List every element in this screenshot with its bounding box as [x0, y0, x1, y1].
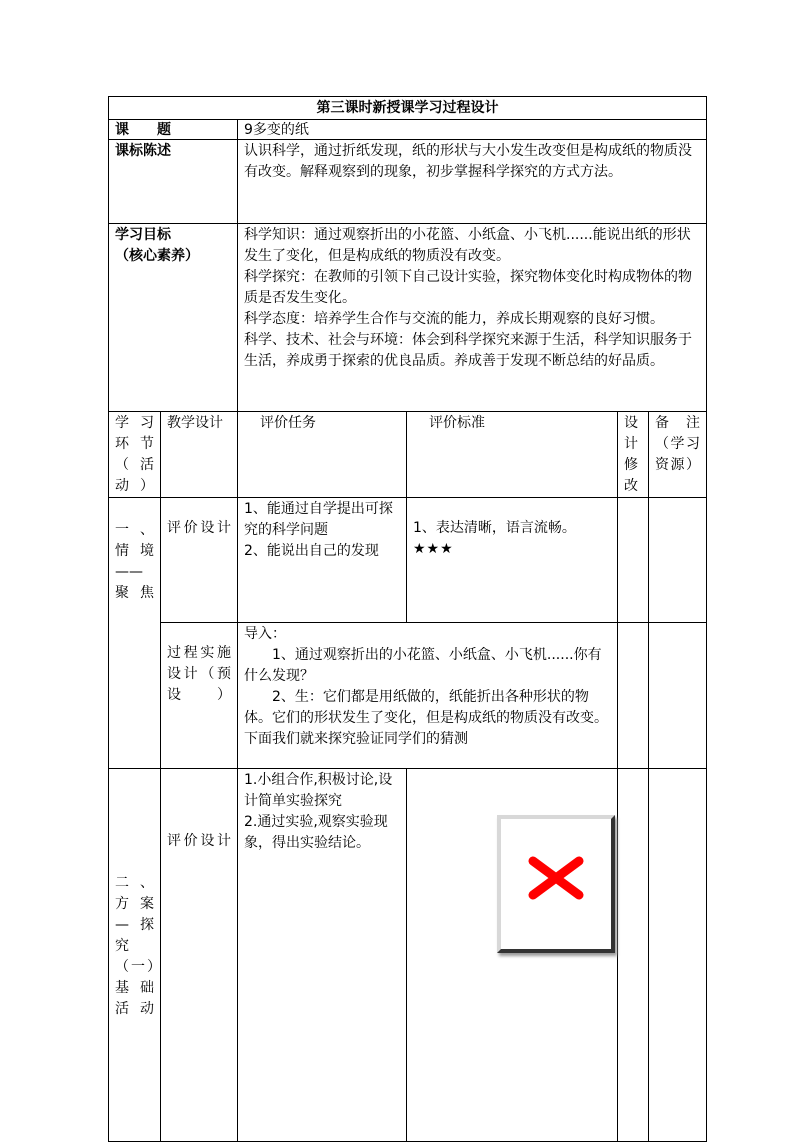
process-line: 2、生：它们都是用纸做的，纸能折出各种形状的物体。它们的形状发生了变化，但是构成纸的物质没有改变。: [244, 689, 608, 726]
header-standard: 评价标准: [407, 412, 618, 498]
section1-revise-cell: [618, 498, 649, 623]
process-line: 下面我们就来探究验证同学们的猜测: [244, 731, 468, 747]
goal-item: 科学态度：培养学生合作与交流的能力，养成长期观察的良好习惯。: [244, 311, 664, 327]
section1-process-revise-cell: [618, 623, 649, 769]
process-line: 导入：: [244, 626, 286, 642]
section1-eval-design-label: 评价设计: [161, 498, 238, 623]
task-item: 2.通过实验,观察实验现象，得出实验结论。: [244, 814, 388, 851]
section1-stage: 一、情境——聚焦: [109, 498, 161, 769]
standard-value: 认识科学，通过折纸发现，纸的形状与大小发生改变但是构成纸的物质没有改变。解释观察到的现象，初步掌握科学探究的方式方法。: [238, 140, 707, 224]
topic-value: 9多变的纸: [238, 120, 707, 140]
topic-label: 课 题: [109, 120, 238, 140]
section1-standard: [407, 498, 618, 623]
goals-label-line2: （核心素养）: [115, 248, 199, 264]
header-design: 教学设计: [161, 412, 238, 498]
goals-label: [109, 224, 238, 412]
section2-image-cell: [407, 769, 618, 1142]
task-item: 1、能通过自学提出可探究的科学问题: [244, 501, 393, 538]
topic-row: [109, 120, 707, 140]
goals-content: [238, 224, 707, 412]
section1-process-content: [238, 623, 618, 769]
section1-process-label: 过程实施设计（预设）: [161, 623, 238, 769]
section2-tasks: [238, 769, 407, 1142]
lesson-plan-table: [108, 96, 707, 1142]
section2-row: [109, 769, 707, 1142]
standard-label: 课标陈述: [109, 140, 238, 224]
task-item: 2、能说出自己的发现: [244, 543, 379, 559]
standard-text: 1、表达清晰，语言流畅。: [413, 520, 576, 536]
section2-eval-design-label: 评价设计: [161, 769, 238, 1142]
header-revise: 设计修改: [618, 412, 649, 498]
standard-row: [109, 140, 707, 224]
goals-label-line1: 学习目标: [115, 227, 171, 243]
section1-eval-row: [109, 498, 707, 623]
broken-image-icon: [497, 815, 615, 953]
section1-process-note-cell: [649, 623, 707, 769]
rating-stars: ★★★: [413, 541, 454, 557]
header-row: [109, 412, 707, 498]
header-stage: 学习环节（活动）: [109, 412, 161, 498]
header-task: 评价任务: [238, 412, 407, 498]
section2-note-cell: [649, 769, 707, 1142]
red-x-icon: [527, 855, 585, 901]
section1-process-row: [109, 623, 707, 769]
goal-item: 科学、技术、社会与环境：体会到科学探究来源于生活，科学知识服务于生活，养成勇于探索的优良品质。养成善于发现不断总结的好品质。: [244, 332, 692, 369]
section1-tasks: [238, 498, 407, 623]
section1-note-cell: [649, 498, 707, 623]
header-note: 备注（学习资源）: [649, 412, 707, 498]
table-title: 第三课时新授课学习过程设计: [109, 97, 707, 120]
process-line: 1、通过观察折出的小花篮、小纸盒、小飞机......你有什么发现？: [244, 647, 602, 684]
goals-row: [109, 224, 707, 412]
section2-stage: 二、方案—探究（一）基础活动: [109, 769, 161, 1142]
title-row: [109, 97, 707, 120]
task-item: 1.小组合作,积极讨论,设计简单实验探究: [244, 772, 393, 809]
section2-revise-cell: [618, 769, 649, 1142]
goal-item: 科学知识：通过观察折出的小花篮、小纸盒、小飞机......能说出纸的形状发生了变化，但是构成纸的物质没有改变。: [244, 227, 691, 264]
goal-item: 科学探究：在教师的引领下自己设计实验，探究物体变化时构成物体的物质是否发生变化。: [244, 269, 692, 306]
